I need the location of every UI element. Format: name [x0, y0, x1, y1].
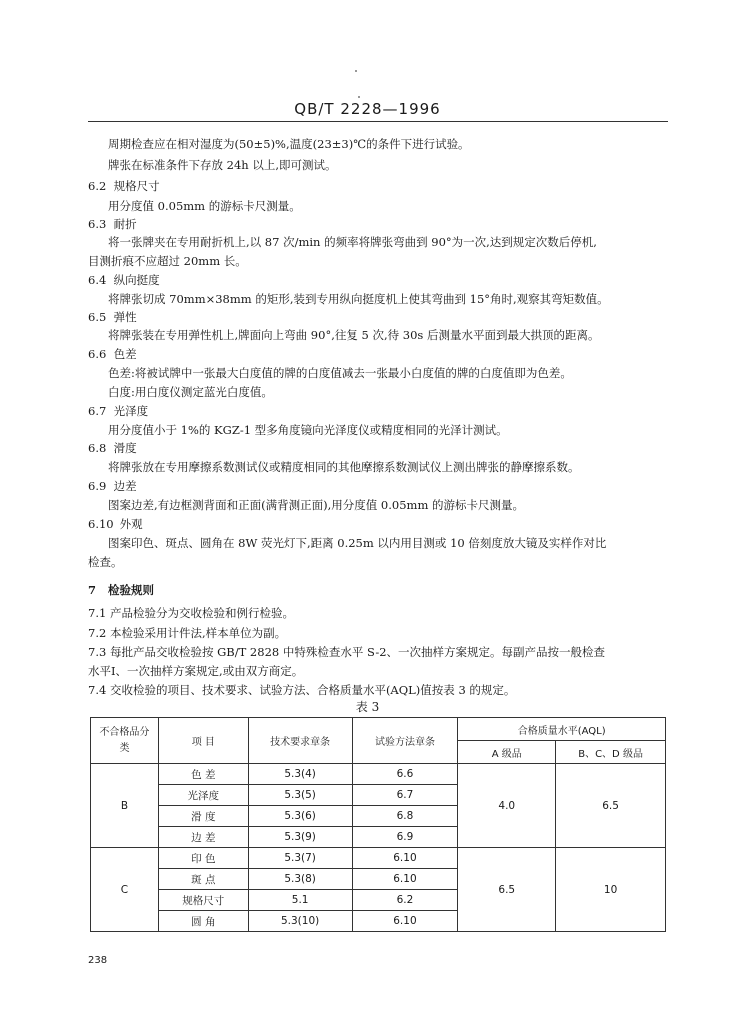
section-title: 色差 — [113, 347, 137, 361]
tech-cell: 5.3(5) — [248, 785, 352, 806]
section-heading-6-9 — [88, 479, 137, 493]
item-cell: 色 差 — [158, 764, 248, 785]
body-line: 用分度值 0.05mm 的游标卡尺测量。 — [108, 199, 301, 213]
tech-cell: 5.3(10) — [248, 911, 352, 932]
item-cell: 边 差 — [158, 827, 248, 848]
body-line: 将牌张放在专用摩擦系数测试仪或精度相同的其他摩擦系数测试仪上测出牌张的静摩擦系数。 — [108, 460, 580, 474]
item-cell: 印 色 — [158, 848, 248, 869]
header-grade-a: A 级品 — [458, 741, 556, 764]
body-line: 将牌张装在专用弹性机上,牌面向上弯曲 90°,往复 5 次,待 30s 后测量水平面到最大拱顶的距离。 — [108, 328, 600, 342]
section-heading-6-10 — [88, 517, 143, 531]
section-title: 外观 — [119, 517, 143, 531]
category-cell: C — [91, 848, 159, 932]
table-row — [91, 848, 666, 869]
section-heading-6-4 — [88, 273, 160, 287]
method-cell: 6.8 — [352, 806, 458, 827]
body-line: 色差:将被试牌中一张最大白度值的牌的白度值减去一张最小白度值的牌的白度值即为色差。 — [108, 366, 572, 380]
tech-cell: 5.1 — [248, 890, 352, 911]
tech-cell: 5.3(4) — [248, 764, 352, 785]
table-3 — [90, 717, 666, 932]
section-title: 光泽度 — [113, 404, 149, 418]
section-heading-6-7 — [88, 404, 148, 418]
body-line: 检查。 — [88, 555, 123, 569]
section-number: 6.5 — [88, 310, 107, 324]
clause-7-4: 7.4 交收检验的项目、技术要求、试验方法、合格质量水平(AQL)值按表 3 的规定。 — [88, 683, 516, 697]
item-cell: 滑 度 — [158, 806, 248, 827]
section-number: 6.8 — [88, 441, 107, 455]
method-cell: 6.10 — [352, 869, 458, 890]
item-cell: 圆 角 — [158, 911, 248, 932]
aql-a-cell: 6.5 — [458, 848, 556, 932]
category-cell: B — [91, 764, 159, 848]
method-cell: 6.10 — [352, 911, 458, 932]
body-line: 用分度值小于 1%的 KGZ-1 型多角度镜向光泽度仪或精度相同的光泽计测试。 — [108, 423, 508, 437]
section-title: 边差 — [113, 479, 137, 493]
section-heading-6-3 — [88, 217, 137, 231]
section-title: 弹性 — [113, 310, 137, 324]
method-cell: 6.9 — [352, 827, 458, 848]
header-method: 试验方法章条 — [352, 718, 458, 764]
clause-7-1: 7.1 产品检验分为交收检验和例行检验。 — [88, 606, 294, 620]
body-line: 目测折痕不应超过 20mm 长。 — [88, 254, 247, 268]
table-title: 表 3 — [355, 700, 380, 714]
aql-bcd-cell: 10 — [556, 848, 666, 932]
clause-7-2: 7.2 本检验采用计件法,样本单位为副。 — [88, 626, 287, 640]
header-aql: 合格质量水平(AQL) — [458, 718, 666, 741]
body-line: 水平Ⅰ、一次抽样方案规定,或由双方商定。 — [88, 664, 304, 678]
method-cell: 6.6 — [352, 764, 458, 785]
item-cell: 斑 点 — [158, 869, 248, 890]
item-cell: 光泽度 — [158, 785, 248, 806]
page-number: 238 — [88, 955, 108, 966]
body-line: 将牌张切成 70mm×38mm 的矩形,装到专用纵向挺度机上使其弯曲到 15°角时,观察其弯矩数值。 — [108, 292, 609, 306]
body-line: 周期检查应在相对湿度为(50±5)%,温度(23±3)℃的条件下进行试验。 — [108, 137, 470, 151]
section-title: 检验规则 — [108, 583, 155, 597]
header-grade-bcd: B、C、D 级品 — [556, 741, 666, 764]
section-number: 6.9 — [88, 479, 107, 493]
section-title: 耐折 — [113, 217, 137, 231]
section-heading-7 — [88, 583, 154, 597]
standard-code-header: QB/T 2228—1996 — [294, 100, 441, 118]
header-rule — [88, 121, 668, 122]
clause-7-3: 7.3 每批产品交收检验按 GB/T 2828 中特殊检查水平 S-2、一次抽样方案规定。每副产品按一般检查 — [88, 645, 606, 659]
section-title: 滑度 — [113, 441, 137, 455]
section-title: 规格尺寸 — [113, 179, 160, 193]
section-number: 6.2 — [88, 179, 107, 193]
section-number: 6.4 — [88, 273, 107, 287]
section-number: 6.3 — [88, 217, 107, 231]
aql-a-cell: 4.0 — [458, 764, 556, 848]
section-number: 6.6 — [88, 347, 107, 361]
header-category: 不合格品分类 — [91, 718, 159, 764]
aql-bcd-cell: 6.5 — [556, 764, 666, 848]
method-cell: 6.10 — [352, 848, 458, 869]
header-tech: 技术要求章条 — [248, 718, 352, 764]
body-line: 牌张在标准条件下存放 24h 以上,即可测试。 — [108, 158, 337, 172]
section-heading-6-8 — [88, 441, 137, 455]
table-row — [91, 764, 666, 785]
scan-speck — [355, 70, 357, 72]
scan-speck — [358, 96, 360, 98]
section-number: 6.7 — [88, 404, 107, 418]
section-heading-6-5 — [88, 310, 137, 324]
tech-cell: 5.3(7) — [248, 848, 352, 869]
method-cell: 6.2 — [352, 890, 458, 911]
tech-cell: 5.3(9) — [248, 827, 352, 848]
section-title: 纵向挺度 — [113, 273, 160, 287]
section-heading-6-6 — [88, 347, 137, 361]
method-cell: 6.7 — [352, 785, 458, 806]
body-line: 白度:用白度仪测定蓝光白度值。 — [108, 385, 273, 399]
tech-cell: 5.3(8) — [248, 869, 352, 890]
body-line: 图案边差,有边框测背面和正面(满背测正面),用分度值 0.05mm 的游标卡尺测量。 — [108, 498, 525, 512]
section-number: 6.10 — [88, 517, 114, 531]
body-line: 将一张牌夹在专用耐折机上,以 87 次/min 的频率将牌张弯曲到 90°为一次,达到规定次数后停机, — [108, 235, 597, 249]
header-item: 项 目 — [158, 718, 248, 764]
body-line: 图案印色、斑点、圆角在 8W 荧光灯下,距离 0.25m 以内用目测或 10 倍刻度放大镜及实样作对比 — [108, 536, 607, 550]
section-number: 7 — [88, 583, 97, 597]
item-cell: 规格尺寸 — [158, 890, 248, 911]
section-heading-6-2 — [88, 179, 160, 193]
tech-cell: 5.3(6) — [248, 806, 352, 827]
